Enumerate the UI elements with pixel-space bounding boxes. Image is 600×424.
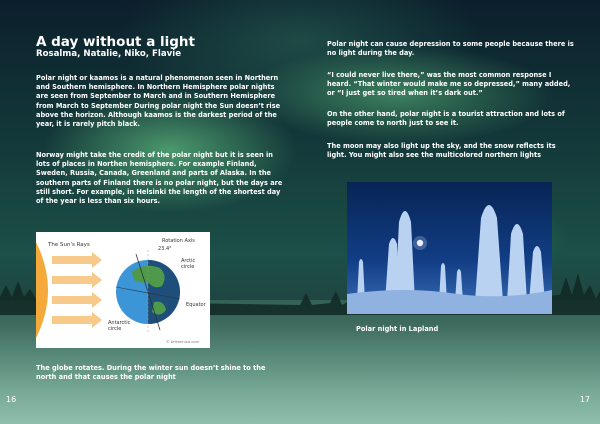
moonlight-paragraph: The moon may also light up the sky, and the snow reflects its light. You might also see the multicolored northern lights <box>327 142 556 160</box>
page-title: A day without a light <box>36 34 196 50</box>
quotes-paragraph: “I could never live there,” was the most common response I heard. “That winter would make me so depressed,” many added, or “I just get so tired when it’s dark out.” <box>327 71 571 98</box>
photo-caption: Polar night in Lapland <box>356 325 439 333</box>
depression-paragraph: Polar night can cause depression to some people because there is no light during the day. <box>327 40 574 58</box>
suns-rays-label: The Sun's Rays <box>48 242 90 248</box>
locations-paragraph: Norway might take the credit of the polar night but it is seen in lots of places in Northen hemisphere. For example Finland, Sweden, Russia, Canada, Greenland and parts of Alaska. In the southern parts of Finland there is no polar night, but the days are still short. For example, in Helsinki the length of the shortest day of the year is less than six hours. <box>36 151 283 206</box>
tilt-angle-label: 23.4° <box>158 246 172 252</box>
page-number-right: 17 <box>579 395 590 404</box>
authors-line: Rosalma, Natalie, Niko, Flavie <box>36 49 182 59</box>
arctic-label-line1: Arctic <box>181 258 196 264</box>
diagram-caption: The globe rotates. During the winter sun doesn’t shine to the north and that causes the polar night <box>36 364 266 382</box>
diagram-credit: © britannica.com <box>166 339 200 344</box>
arctic-label-line2: circle <box>181 264 195 270</box>
earth-tilt-diagram <box>36 232 210 348</box>
equator-label: Equator <box>186 302 206 308</box>
intro-paragraph: Polar night or kaamos is a natural phenomenon seen in Northern and Southern hemisphere. In Northern Hemisphere polar nights are seen from September to March and in Southern Hemisphere from March to September During polar night the Sun doesn’t rise above the horizon. Although kaamos is the darkest period of the year, it is rarely pitch black. <box>36 74 281 129</box>
page-number-left: 16 <box>6 395 17 404</box>
lapland-photo <box>347 182 552 314</box>
tourism-paragraph: On the other hand, polar night is a tourist attraction and lots of people come to north just to see it. <box>327 110 565 128</box>
antarctic-label-line1: Antarctic <box>108 320 131 326</box>
rotation-axis-label: Rotation Axis <box>162 238 195 244</box>
antarctic-label-line2: circle <box>108 326 122 332</box>
